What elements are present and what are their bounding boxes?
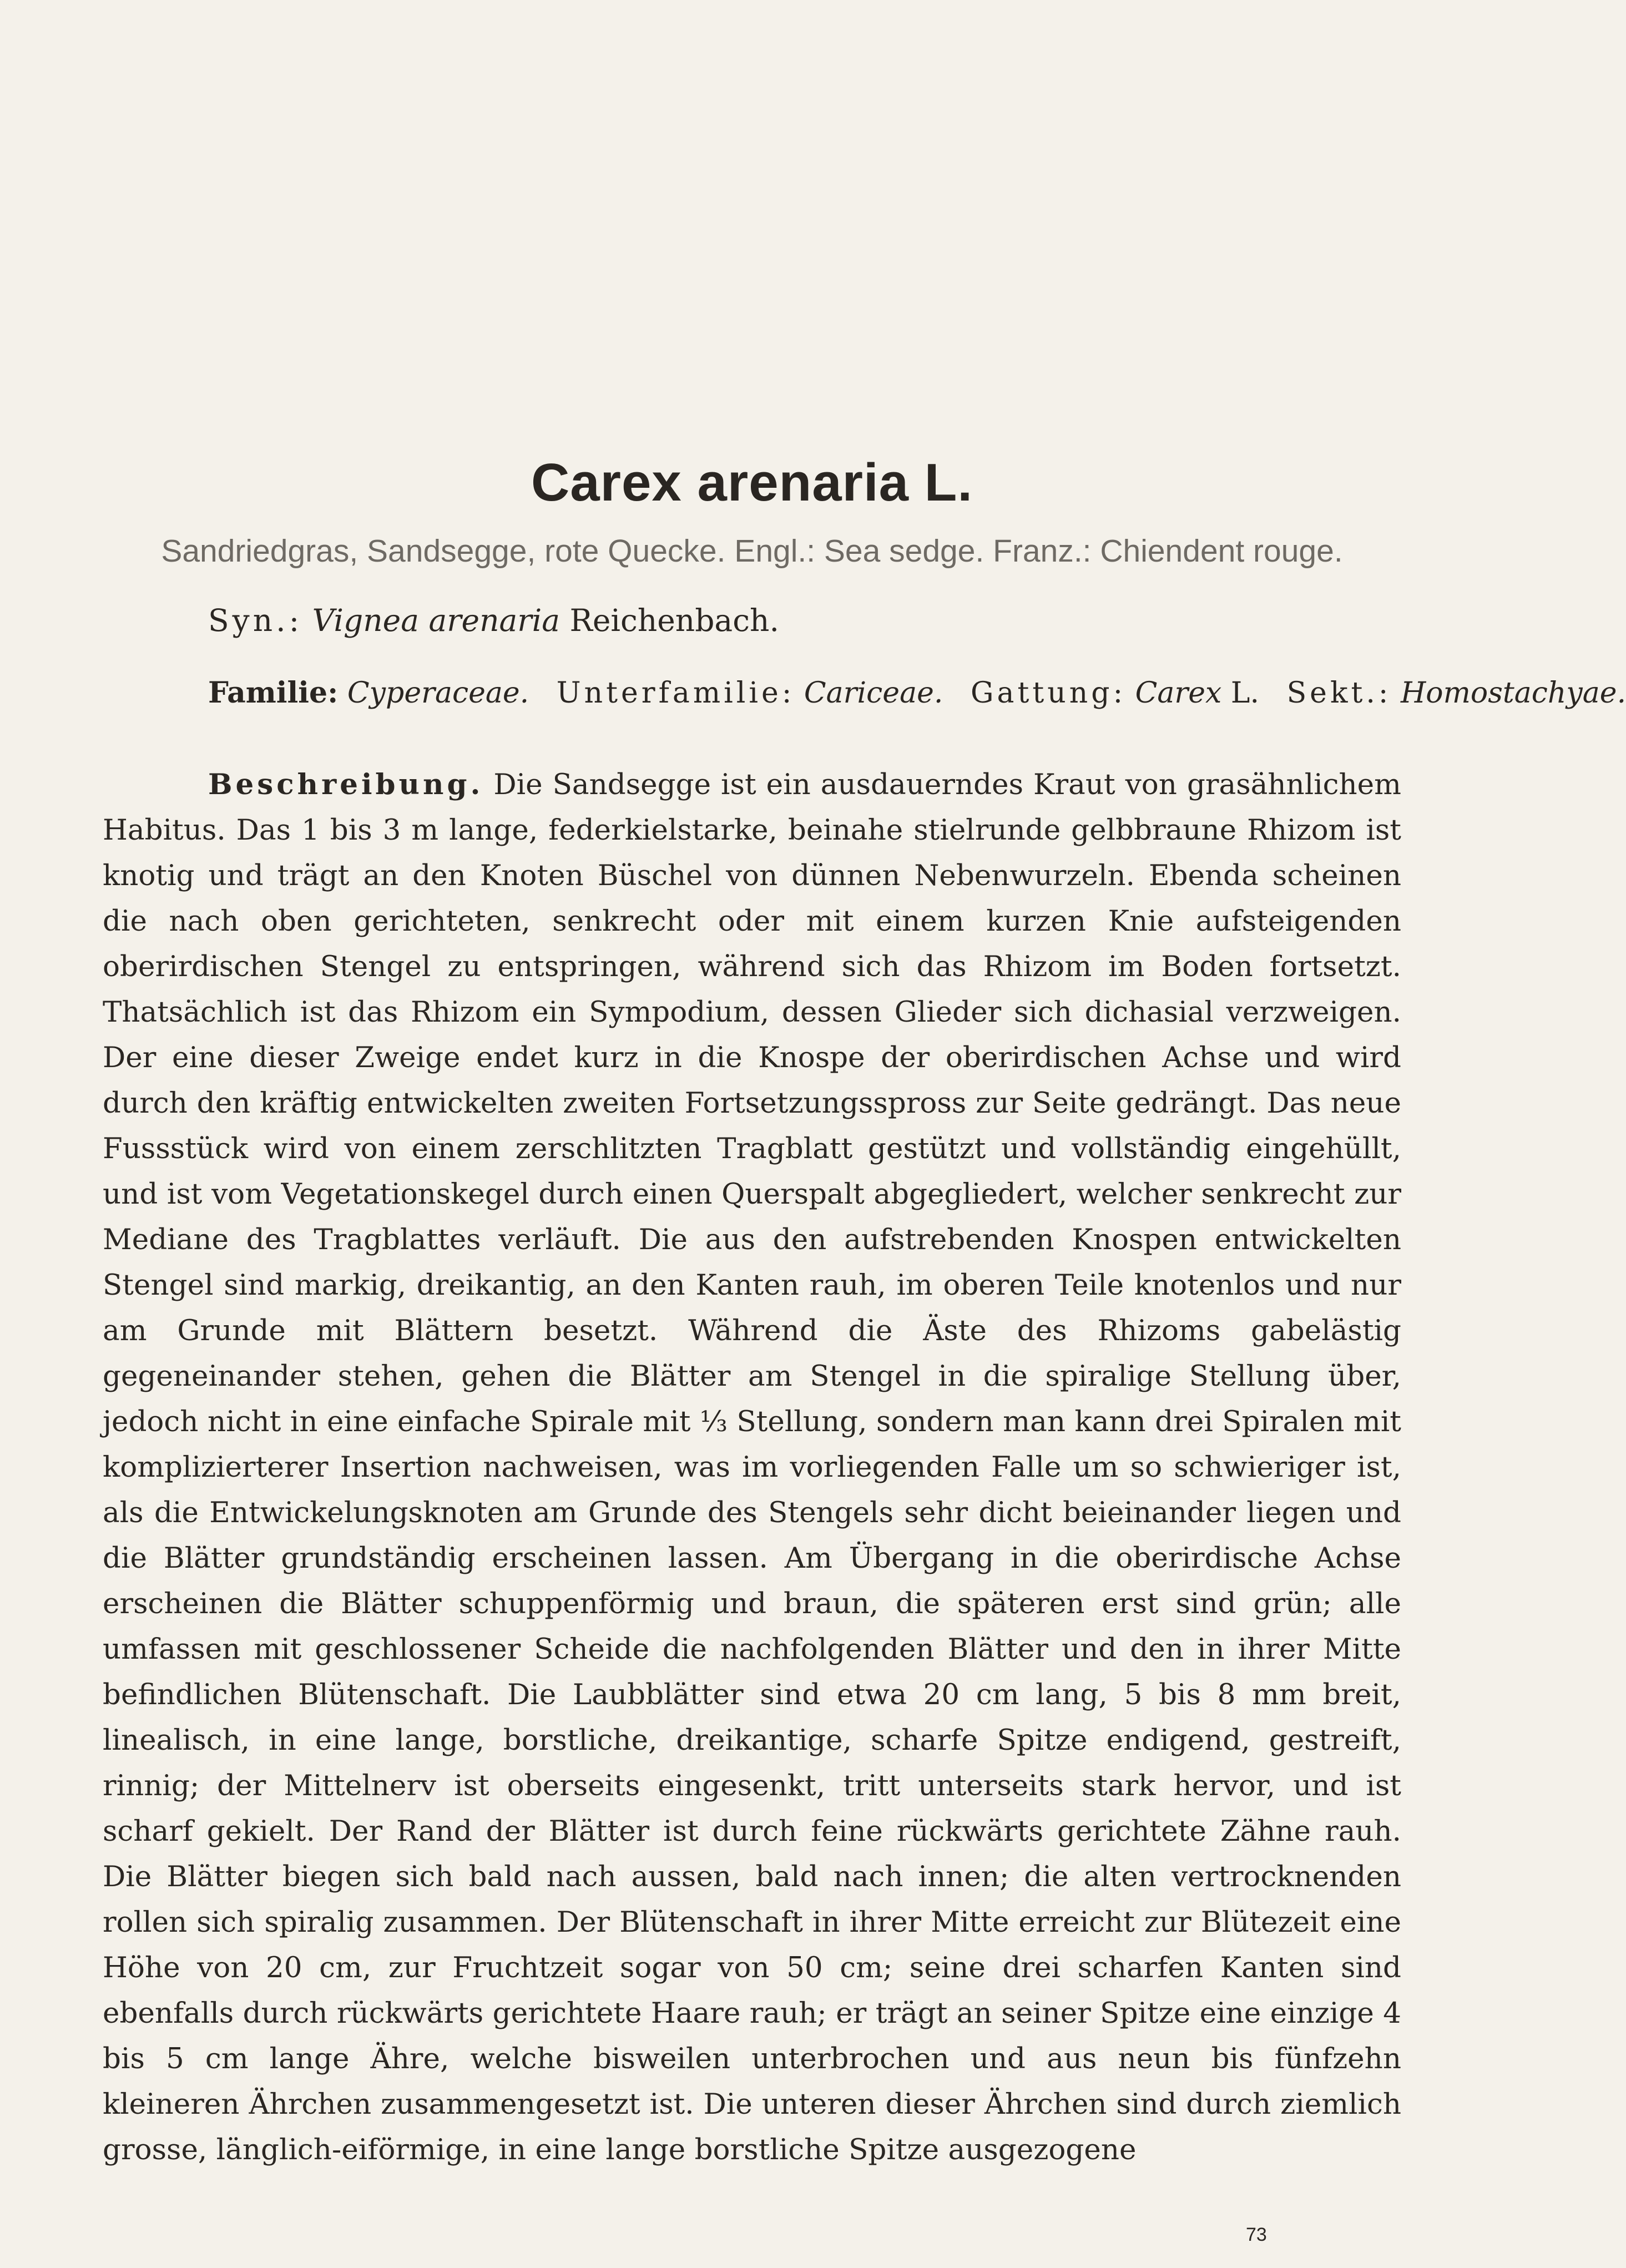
document-page [103, 453, 1626, 2173]
synonym-author: Reichenbach. [569, 603, 779, 639]
family-label: Familie: [208, 675, 339, 710]
subfamily-value: Cariceae. [804, 676, 943, 710]
family-value: Cyperaceae. [347, 676, 529, 710]
taxonomy-line [103, 674, 1626, 713]
page-title: Carex arenaria L. [531, 453, 973, 512]
section-label: Sekt.: [1286, 676, 1392, 710]
subfamily-label: Unterfamilie: [556, 676, 795, 710]
genus-value: Carex [1135, 676, 1222, 710]
synonym-label: Syn.: [208, 603, 303, 639]
description-heading: Beschreibung. [208, 768, 484, 802]
section-value: Homostachyae. [1400, 676, 1626, 710]
description-paragraph [103, 762, 1401, 2173]
page-number: 73 [1246, 2224, 1267, 2245]
common-names: Sandriedgras, Sandsegge, rote Quecke. Engl.: Sea sedge. Franz.: Chiendent rouge. [161, 533, 1343, 569]
genus-label: Gattung: [970, 676, 1127, 710]
synonym-line [103, 601, 1401, 641]
synonym-name: Vignea arenaria [312, 603, 560, 639]
genus-author: L. [1230, 676, 1259, 710]
description-text: Die Sandsegge ist ein ausdauerndes Kraut von grasähnlichem Habitus. Das 1 bis 3 m lange, federkielstarke, beinahe stielrunde gelbbraune Rhizom ist knotig und trägt an den Knoten Büschel von dünnen Nebenwurzeln. Ebenda scheinen die nach oben gerichteten, senkrecht oder mit einem kurzen Knie aufsteigenden oberirdischen Stengel zu entspringen, während sich das Rhizom im Boden fortsetzt. Thatsächlich ist das Rhizom ein Sympodium, dessen Glieder sich dichasial verzweigen. Der eine dieser Zweige endet kurz in die Knospe der oberirdischen Achse und wird durch den kräftig entwickelten zweiten Fortsetzungsspross zur Seite gedrängt. Das neue Fussstück wird von einem zerschlitzten Tragblatt gestützt und vollständig eingehüllt, und ist vom Vegetationskegel durch einen Querspalt abgegliedert, welcher senkrecht zur Mediane des Tragblattes verläuft. Die aus den aufstrebenden Knospen entwickelten Stengel sind markig, dreikantig, an den Kanten rauh, im oberen Teile knotenlos und nur am Grunde mit Blättern besetzt. Während die Äste des Rhizoms gabelästig gegeneinander stehen, gehen die Blätter am Stengel in die spiralige Stellung über, jedoch nicht in eine einfache Spirale mit ⅓ Stellung, sondern man kann drei Spiralen mit komplizierterer Insertion nachweisen, was im vorliegenden Falle um so schwieriger ist, als die Entwickelungsknoten am Grunde des Stengels sehr dicht beieinander liegen und die Blätter grundständig erscheinen lassen. Am Übergang in die oberirdische Achse erscheinen die Blätter schuppenförmig und braun, die späteren erst sind grün; alle umfassen mit geschlossener Scheide die nachfolgenden Blätter und den in ihrer Mitte befindlichen Blütenschaft. Die Laubblätter sind etwa 20 cm lang, 5 bis 8 mm breit, linealisch, in eine lange, borstliche, dreikantige, scharfe Spitze endigend, gestreift, rinnig; der Mittelnerv ist oberseits eingesenkt, tritt unterseits stark hervor, und ist scharf gekielt. Der Rand der Blätter ist durch feine rückwärts gerichtete Zähne rauh. Die Blätter biegen sich bald nach aussen, bald nach innen; die alten vertrocknenden rollen sich spiralig zusammen. Der Blütenschaft in ihrer Mitte erreicht zur Blütezeit eine Höhe von 20 cm, zur Fruchtzeit sogar von 50 cm; seine drei scharfen Kanten sind ebenfalls durch rückwärts gerichtete Haare rauh; er trägt an seiner Spitze eine einzige 4 bis 5 cm lange Ähre, welche bisweilen unterbrochen und aus neun bis fünfzehn kleineren Ährchen zusammengesetzt ist. Die unteren dieser Ährchen sind durch ziemlich grosse, länglich-eiförmige, in eine lange borstliche Spitze ausgezogene [103, 768, 1401, 2167]
